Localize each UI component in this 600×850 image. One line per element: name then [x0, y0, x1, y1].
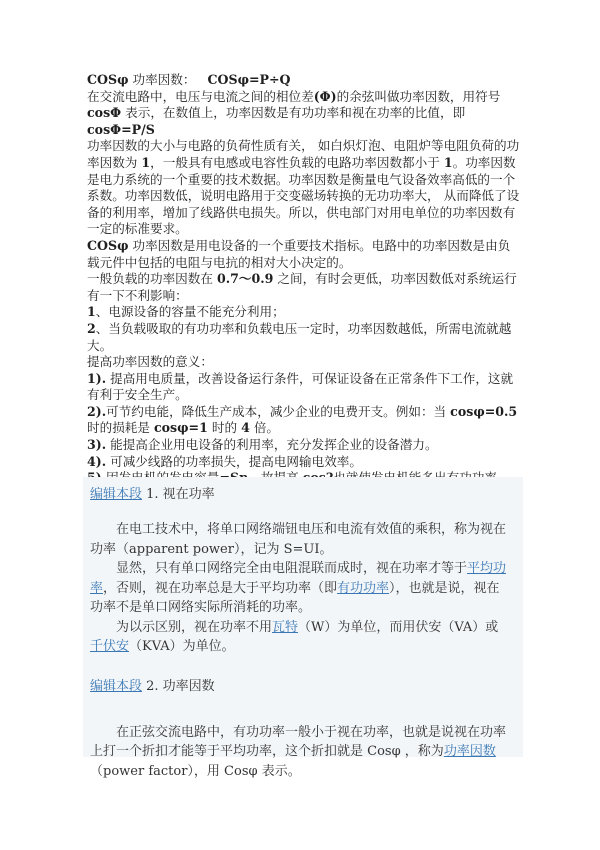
list-item-meaning-1: 1). 提高用电质量，改善设备运行条件，可保证设备在正常条件下工作，这就有利于安全生产。 [87, 370, 514, 403]
watt-link[interactable]: 瓦特 [272, 619, 299, 635]
power-factor-link[interactable]: 功率因数 [443, 744, 496, 759]
paragraph-apparent-power-definition: 在电工技术中，将单口网络端钮电压和电流有效值的乘积，称为视在功率（apparent power），记为 S=UI。 [90, 522, 507, 557]
significance-heading: 提高功率因数的意义： [87, 354, 213, 370]
section-title: 2. 功率因数 [142, 678, 215, 694]
kilovolt-ampere-link[interactable]: 千伏安 [90, 639, 130, 654]
average-power-link[interactable]: 平均功率 [90, 561, 507, 596]
section-heading-apparent-power [90, 485, 510, 507]
paragraph-typical-range: 一般负载的功率因数在 0.7～0.9 之间，有时会更低，功率因数低对系统运行有一下不利影响： [87, 271, 517, 303]
list-item-impact-2: 2、当负载吸取的有功功率和负载电压一定时，功率因数越低，所需电流就越大。 [87, 320, 512, 353]
article-body [87, 72, 522, 487]
section-title: 1. 视在功率 [142, 487, 215, 502]
paragraph-apparent-vs-average: 显然，只有单口网络完全由电阻混联而成时，视在功率才等于平均功率，否则，视在功率总是大于平均功率（即有功功率），也就是说，视在功率不是单口网络实际所消耗的功率。 [90, 561, 507, 615]
paragraph-units: 为以示区别，视在功率不用瓦特（W）为单位，而用伏安（VA）或千伏安（KVA）为单位。 [90, 619, 499, 654]
title-line: COSφ 功率因数： COSφ=P÷Q [87, 72, 291, 87]
paragraph-definition: 在交流电路中，电压与电流之间的相位差(Φ)的余弦叫做功率因数，用符号 cosΦ 表示，在数值上，功率因数是有功功率和视在功率的比值，即 cosΦ=P/S [87, 88, 501, 137]
list-item-impact-1: 1、电源设备的容量不能充分利用； [87, 304, 285, 320]
paragraph-load-nature: 功率因数的大小与电路的负荷性质有关， 如白炽灯泡、电阻炉等电阻负荷的功率因数为 1，一般具有电感或电容性负载的电路功率因数都小于 1。功率因数是电力系统的一个重要的技术数据。功率因数是衡量电气设备效率高低的一个系数。功率因数低，说明电路用于交变磁场转换的无功功率大， 从而降低了设备的利用率，增加了线路供电损失。所以，供电部门对用电单位的功率因数有一定的标准要求。 [87, 138, 520, 237]
encyclopedia-excerpt [83, 477, 523, 779]
list-item-meaning-3: 3). 能提高企业用电设备的利用率，充分发挥企业的设备潜力。 [87, 437, 438, 453]
list-item-meaning-2: 2).可节约电能，降低生产成本，减少企业的电费开支。例如：当 cosφ=0.5 时的损耗是 cosφ=1 时的 4 倍。 [87, 403, 518, 436]
active-power-link[interactable]: 有功功率 [337, 580, 390, 596]
edit-section-link[interactable]: 编辑本段 [90, 487, 143, 502]
list-item-meaning-4: 4). 可减少线路的功率损失，提高电网输电效率。 [87, 453, 362, 469]
section-heading-power-factor [90, 677, 510, 699]
edit-section-link[interactable]: 编辑本段 [90, 678, 143, 694]
paragraph-technical-index: COSφ 功率因数是用电设备的一个重要技术指标。电路中的功率因数是由负载元件中包括的电阻与电抗的相对大小决定的。 [87, 237, 511, 270]
paragraph-power-factor-definition: 在正弦交流电路中，有功功率一般小于视在功率，也就是说视在功率上打一个折扣才能等于平均功率，这个折扣就是 Cosφ ，称为功率因数（power factor），用 Cosφ 表示。 [90, 724, 507, 779]
